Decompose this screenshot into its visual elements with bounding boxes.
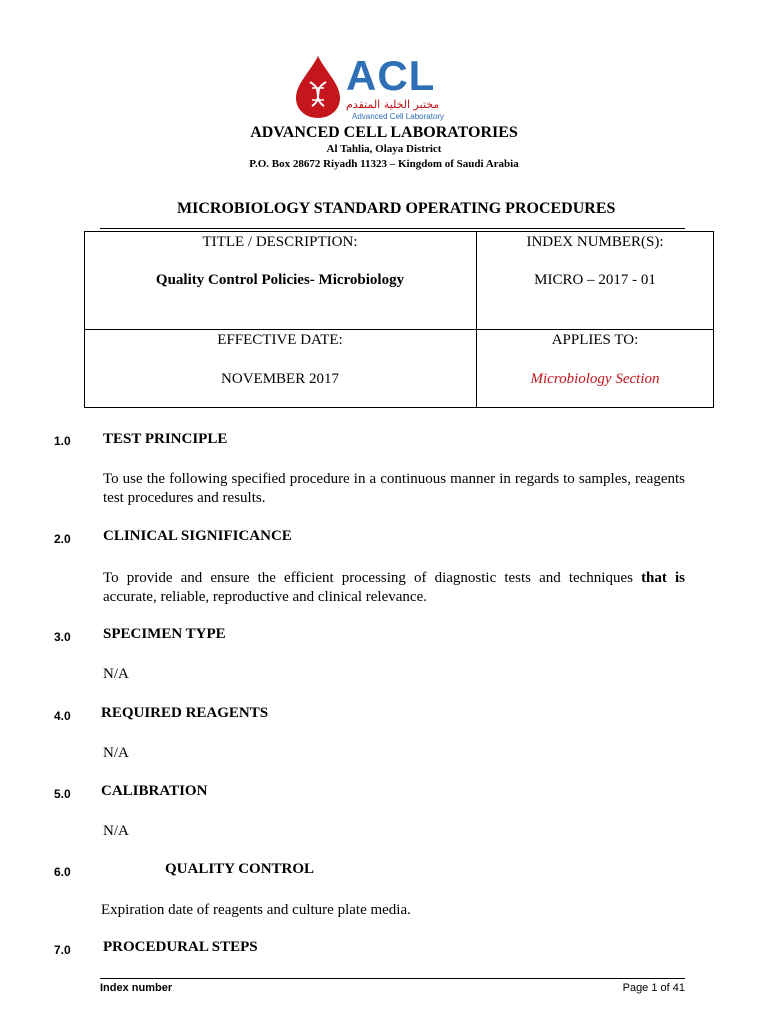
footer-index-number: Index number — [100, 982, 173, 994]
section-2-body-post: accurate, reliable, reproductive and clinical relevance. — [103, 589, 427, 605]
section-6-body: Expiration date of reagents and culture plate media. — [101, 902, 411, 918]
section-7-heading: PROCEDURAL STEPS — [103, 939, 258, 955]
effective-date-value: NOVEMBER 2017 — [221, 371, 339, 387]
section-6-number: 6.0 — [54, 865, 71, 879]
logo-arabic-name: مختبر الخلية المتقدم — [346, 98, 440, 111]
section-1-heading: TEST PRINCIPLE — [103, 431, 228, 447]
index-value: MICRO – 2017 - 01 — [534, 272, 656, 288]
section-4-number: 4.0 — [54, 709, 71, 723]
table-row-divider — [84, 329, 714, 330]
address-line-2: P.O. Box 28672 Riyadh 11323 – Kingdom of Saudi Arabia — [249, 158, 519, 170]
applies-to-value: Microbiology Section — [530, 371, 660, 387]
section-7-number: 7.0 — [54, 943, 71, 957]
section-3-heading: SPECIMEN TYPE — [103, 626, 226, 642]
applies-to-label: APPLIES TO: — [551, 332, 639, 348]
acl-logo — [290, 52, 460, 124]
index-label: INDEX NUMBER(S): — [526, 234, 664, 250]
section-3-number: 3.0 — [54, 630, 71, 644]
section-1-body: To use the following specified procedure in a continuous manner in regards to samples, reagents test procedures and results. — [103, 471, 685, 506]
blood-drop-dna-icon — [290, 52, 346, 122]
organization-name: ADVANCED CELL LABORATORIES — [250, 124, 518, 141]
section-2-heading: CLINICAL SIGNIFICANCE — [103, 528, 292, 544]
section-5-heading: CALIBRATION — [101, 783, 208, 799]
address-line-1: Al Tahlia, Olaya District — [326, 143, 442, 155]
footer-page-number: Page 1 of 41 — [622, 982, 685, 994]
section-1-number: 1.0 — [54, 434, 71, 448]
section-3-body: N/A — [103, 666, 129, 682]
section-2-number: 2.0 — [54, 532, 71, 546]
section-2-body — [103, 569, 685, 607]
section-6-heading: QUALITY CONTROL — [165, 861, 315, 877]
section-2-body-pre: To provide and ensure the efficient processing of diagnostic tests and techniques — [103, 570, 642, 586]
document-title: MICROBIOLOGY STANDARD OPERATING PROCEDURES — [177, 200, 616, 217]
title-label: TITLE / DESCRIPTION: — [202, 234, 358, 250]
effective-date-label: EFFECTIVE DATE: — [217, 332, 343, 348]
title-value: Quality Control Policies- Microbiology — [155, 272, 405, 288]
section-2-body-bold: that is — [641, 570, 685, 586]
section-4-heading: REQUIRED REAGENTS — [101, 705, 269, 721]
title-divider — [100, 228, 685, 229]
logo-brand: ACL — [346, 52, 436, 99]
section-5-number: 5.0 — [54, 787, 71, 801]
section-5-body: N/A — [103, 823, 129, 839]
section-4-body: N/A — [103, 745, 129, 761]
logo-english-name: Advanced Cell Laboratory — [352, 112, 445, 121]
footer-divider — [100, 978, 685, 979]
